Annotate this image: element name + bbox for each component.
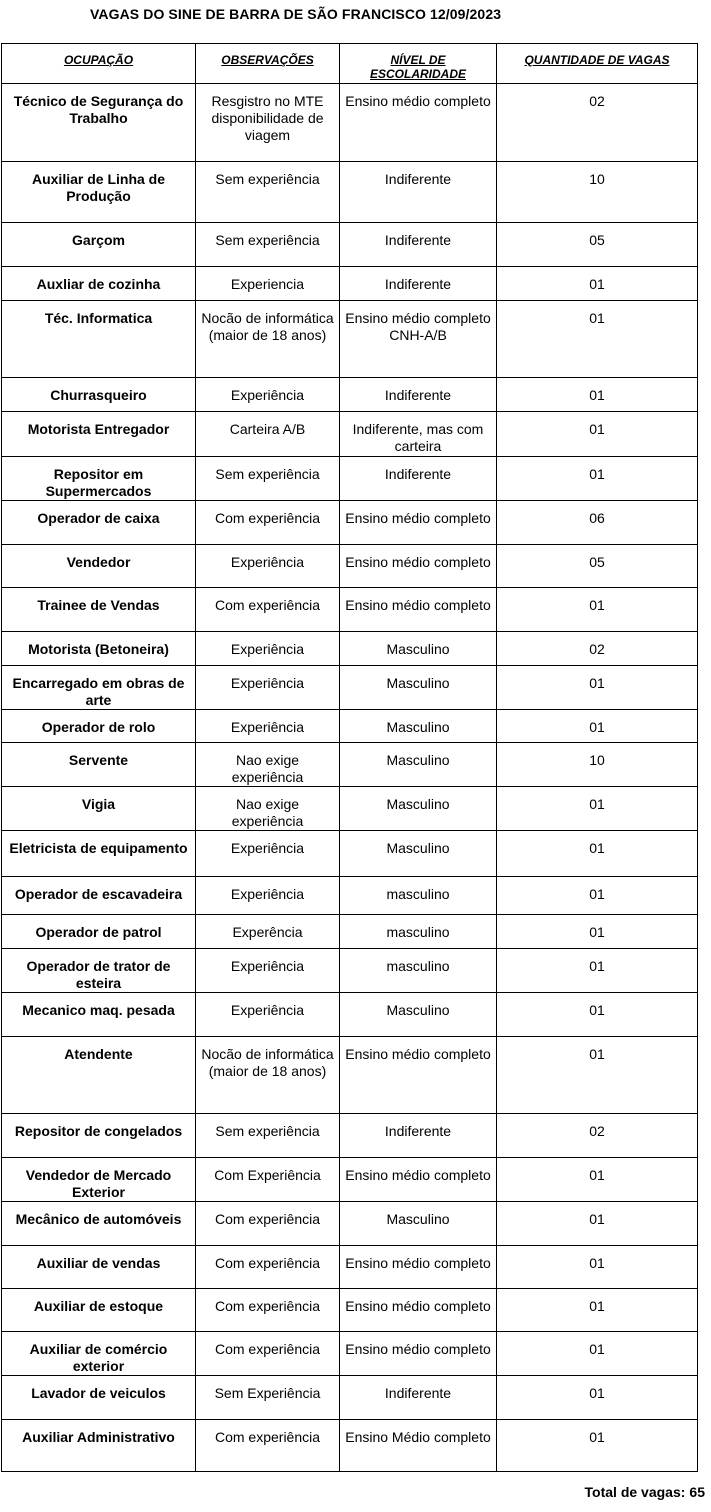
table-row [2,1158,698,1202]
cell-quantidade-vagas: 10 [497,743,698,787]
cell-quantidade-vagas: 02 [497,632,698,666]
table-row [2,378,698,412]
cell-nivel-escolaridade: Indiferente [340,162,497,223]
cell-nivel-escolaridade: masculino [340,915,497,949]
cell-ocupacao: Encarregado em obras de arte [2,666,196,710]
cell-ocupacao: Atendente [2,1037,196,1114]
table-row [2,84,698,162]
cell-observacoes: Sem experiência [196,457,340,501]
total-value: 65 [689,1484,705,1500]
cell-ocupacao: Operador de trator de esteira [2,949,196,993]
cell-observacoes: Experiência [196,831,340,877]
cell-ocupacao: Vigia [2,787,196,831]
header-nivel-escolaridade: NÍVEL DE ESCOLARIDADE [340,44,497,84]
cell-ocupacao: Repositor de congelados [2,1114,196,1158]
cell-observacoes: Nao exige experiência [196,787,340,831]
cell-quantidade-vagas: 01 [497,1202,698,1246]
cell-nivel-escolaridade: Masculino [340,993,497,1037]
table-row [2,267,698,301]
cell-ocupacao: Mecânico de automóveis [2,1202,196,1246]
cell-observacoes: Nocão de informática (maior de 18 anos) [196,1037,340,1114]
table-row [2,877,698,915]
table-row [2,710,698,743]
cell-ocupacao: Operador de rolo [2,710,196,743]
cell-nivel-escolaridade: Ensino médio completo CNH-A/B [340,301,497,378]
cell-nivel-escolaridade: Masculino [340,787,497,831]
cell-ocupacao: Lavador de veiculos [2,1376,196,1420]
cell-quantidade-vagas: 01 [497,1332,698,1376]
cell-nivel-escolaridade: Masculino [340,831,497,877]
cell-quantidade-vagas: 01 [497,457,698,501]
cell-nivel-escolaridade: Ensino médio completo [340,501,497,545]
cell-nivel-escolaridade: Masculino [340,710,497,743]
cell-nivel-escolaridade: Ensino médio completo [340,1246,497,1289]
cell-observacoes: Nocão de informática (maior de 18 anos) [196,301,340,378]
cell-nivel-escolaridade: Indiferente [340,267,497,301]
table-row [2,787,698,831]
table-row [2,831,698,877]
table-row [2,412,698,457]
total-label: Total de vagas: [584,1484,686,1500]
cell-ocupacao: Técnico de Segurança do Trabalho [2,84,196,162]
cell-quantidade-vagas: 01 [497,949,698,993]
header-observacoes: OBSERVAÇÕES [196,44,340,84]
cell-observacoes: Experiência [196,949,340,993]
cell-nivel-escolaridade: Ensino médio completo [340,84,497,162]
cell-nivel-escolaridade: Masculino [340,743,497,787]
cell-ocupacao: Auxliar de cozinha [2,267,196,301]
cell-nivel-escolaridade: Ensino Médio completo [340,1420,497,1472]
cell-observacoes: Experiência [196,632,340,666]
cell-quantidade-vagas: 01 [497,412,698,457]
cell-quantidade-vagas: 01 [497,915,698,949]
cell-observacoes: Com experiência [196,1289,340,1332]
cell-observacoes: Sem experiência [196,162,340,223]
page-title: VAGAS DO SINE DE BARRA DE SÃO FRANCISCO 12/09/2023 [90,6,502,22]
cell-observacoes: Sem experiência [196,1114,340,1158]
cell-observacoes: Experiência [196,877,340,915]
cell-observacoes: Com experiência [196,1202,340,1246]
cell-observacoes: Com experiência [196,1332,340,1376]
cell-quantidade-vagas: 01 [497,301,698,378]
vagas-table [1,43,698,1472]
cell-observacoes: Experência [196,915,340,949]
cell-nivel-escolaridade: Masculino [340,1202,497,1246]
cell-nivel-escolaridade: Ensino médio completo [340,1037,497,1114]
cell-quantidade-vagas: 01 [497,1246,698,1289]
cell-ocupacao: Auxiliar de comércio exterior [2,1332,196,1376]
cell-ocupacao: Auxiliar de estoque [2,1289,196,1332]
table-row [2,993,698,1037]
cell-nivel-escolaridade: Masculino [340,666,497,710]
cell-quantidade-vagas: 01 [497,1376,698,1420]
cell-ocupacao: Operador de caixa [2,501,196,545]
table-row [2,1289,698,1332]
cell-ocupacao: Motorista (Betoneira) [2,632,196,666]
table-row [2,743,698,787]
cell-quantidade-vagas: 01 [497,666,698,710]
header-ocupacao: OCUPAÇÃO [2,44,196,84]
table-row [2,949,698,993]
cell-observacoes: Com Experiência [196,1158,340,1202]
table-row [2,666,698,710]
cell-ocupacao: Vendedor [2,545,196,588]
table-row [2,632,698,666]
cell-nivel-escolaridade: Indiferente [340,1376,497,1420]
cell-ocupacao: Eletricista de equipamento [2,831,196,877]
table-header-row [2,44,698,84]
table-row [2,162,698,223]
cell-quantidade-vagas: 01 [497,1420,698,1472]
cell-observacoes: Experiência [196,378,340,412]
table-row [2,457,698,501]
cell-nivel-escolaridade: Indiferente [340,378,497,412]
cell-quantidade-vagas: 06 [497,501,698,545]
cell-nivel-escolaridade: Indiferente [340,223,497,267]
cell-ocupacao: Téc. Informatica [2,301,196,378]
table-row [2,1114,698,1158]
cell-nivel-escolaridade: Indiferente [340,1114,497,1158]
cell-ocupacao: Auxiliar Administrativo [2,1420,196,1472]
cell-ocupacao: Vendedor de Mercado Exterior [2,1158,196,1202]
cell-observacoes: Sem Experiência [196,1376,340,1420]
cell-ocupacao: Churrasqueiro [2,378,196,412]
table-row [2,501,698,545]
cell-quantidade-vagas: 01 [497,1037,698,1114]
table-row [2,301,698,378]
cell-quantidade-vagas: 10 [497,162,698,223]
cell-quantidade-vagas: 01 [497,993,698,1037]
cell-observacoes: Resgistro no MTE disponibilidade de viagem [196,84,340,162]
table-row [2,1420,698,1472]
cell-ocupacao: Operador de patrol [2,915,196,949]
cell-ocupacao: Garçom [2,223,196,267]
table-row [2,545,698,588]
cell-observacoes: Com experiência [196,1246,340,1289]
cell-ocupacao: Repositor em Supermercados [2,457,196,501]
cell-observacoes: Com experiência [196,1420,340,1472]
cell-observacoes: Nao exige experiência [196,743,340,787]
cell-ocupacao: Servente [2,743,196,787]
cell-observacoes: Experiencia [196,267,340,301]
cell-quantidade-vagas: 01 [497,267,698,301]
cell-quantidade-vagas: 02 [497,1114,698,1158]
cell-quantidade-vagas: 01 [497,710,698,743]
cell-quantidade-vagas: 01 [497,378,698,412]
cell-nivel-escolaridade: masculino [340,877,497,915]
table-row [2,1037,698,1114]
cell-ocupacao: Operador de escavadeira [2,877,196,915]
cell-quantidade-vagas: 01 [497,1158,698,1202]
cell-quantidade-vagas: 02 [497,84,698,162]
cell-quantidade-vagas: 05 [497,223,698,267]
table-row [2,1246,698,1289]
cell-ocupacao: Auxiliar de vendas [2,1246,196,1289]
cell-ocupacao: Mecanico maq. pesada [2,993,196,1037]
cell-observacoes: Com experiência [196,501,340,545]
cell-nivel-escolaridade: Masculino [340,632,497,666]
table-body [2,84,698,1472]
cell-observacoes: Carteira A/B [196,412,340,457]
cell-observacoes: Sem experiência [196,223,340,267]
cell-quantidade-vagas: 01 [497,877,698,915]
cell-nivel-escolaridade: Indiferente [340,457,497,501]
header-quantidade-vagas: QUANTIDADE DE VAGAS [497,44,698,84]
table-row [2,1376,698,1420]
cell-ocupacao: Motorista Entregador [2,412,196,457]
cell-quantidade-vagas: 01 [497,787,698,831]
cell-quantidade-vagas: 01 [497,1289,698,1332]
cell-ocupacao: Trainee de Vendas [2,588,196,632]
cell-observacoes: Experiência [196,666,340,710]
total-vagas [585,1484,705,1500]
cell-nivel-escolaridade: Ensino médio completo [340,1289,497,1332]
table-row [2,915,698,949]
cell-quantidade-vagas: 05 [497,545,698,588]
cell-nivel-escolaridade: Indiferente, mas com carteira [340,412,497,457]
cell-observacoes: Com experiência [196,588,340,632]
cell-nivel-escolaridade: Ensino médio completo [340,545,497,588]
cell-ocupacao: Auxiliar de Linha de Produção [2,162,196,223]
cell-quantidade-vagas: 01 [497,831,698,877]
cell-quantidade-vagas: 01 [497,588,698,632]
cell-observacoes: Experiência [196,710,340,743]
cell-nivel-escolaridade: Ensino médio completo [340,1158,497,1202]
cell-nivel-escolaridade: Ensino médio completo [340,1332,497,1376]
cell-observacoes: Experiência [196,993,340,1037]
cell-nivel-escolaridade: masculino [340,949,497,993]
cell-nivel-escolaridade: Ensino médio completo [340,588,497,632]
table-row [2,588,698,632]
table-row [2,223,698,267]
table-row [2,1332,698,1376]
table-row [2,1202,698,1246]
cell-observacoes: Experiência [196,545,340,588]
